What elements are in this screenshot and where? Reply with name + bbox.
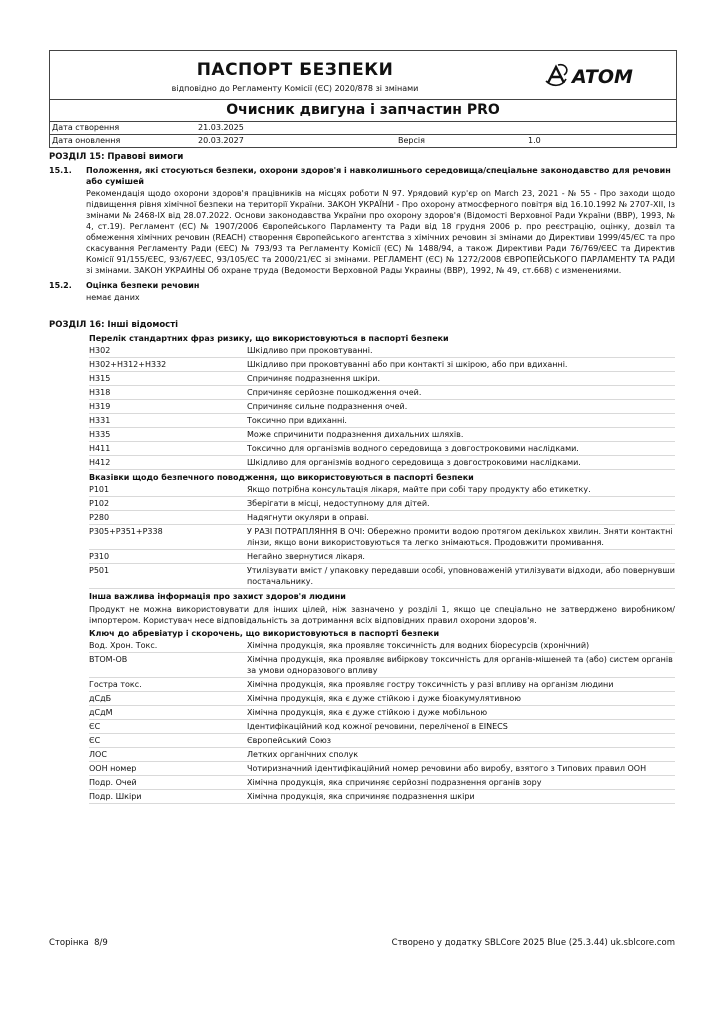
abbr-code: ЛОС	[89, 750, 107, 759]
h-phrases-title: Перелік стандартних фраз ризику, що використовуються в паспорті безпеки	[89, 334, 449, 343]
document-subtitle: відповідно до Регламенту Комісії (ЄС) 2020/878 зі змінами	[171, 84, 419, 93]
list-item	[89, 692, 675, 706]
abbr-code: дСдМ	[89, 708, 113, 717]
logo-text: ATOM	[572, 66, 633, 88]
phrase-code: H331	[89, 416, 111, 425]
list-item	[89, 400, 675, 414]
abbr-text: Ідентифікаційний код кожної речовини, переліченої в EINECS	[247, 722, 508, 731]
list-item	[89, 511, 675, 525]
document-body	[49, 152, 675, 804]
header-title-block	[50, 51, 540, 99]
p-phrases-title: Вказівки щодо безпечного поводження, що використовуються в паспорті безпеки	[89, 473, 474, 482]
list-item	[89, 653, 675, 678]
atom-logo-icon	[544, 61, 672, 89]
section-15-title: РОЗДІЛ 15: Правові вимоги	[49, 152, 184, 162]
list-item	[89, 564, 675, 589]
created-value: 21.03.2025	[198, 123, 244, 132]
subsection-title: Положення, які стосуються безпеки, охорони здоров'я і навколишнього середовища/спеціальне законодавство для речовин або сумішей	[86, 166, 671, 186]
version-value: 1.0	[528, 136, 541, 145]
abbr-text: Європейський Союз	[247, 736, 331, 745]
header-top	[50, 51, 676, 100]
company-logo	[540, 51, 676, 99]
phrase-text: Утилізувати вміст / упаковку передавши особі, уповноваженій утилізувати відходи, або повернувши постачальнику.	[247, 566, 675, 586]
phrase-text: Може спричинити подразнення дихальних шляхів.	[247, 430, 464, 439]
abbr-code: Подр. Шкіри	[89, 792, 142, 801]
phrase-text: Шкідливо для організмів водного середовища з довгостроковими наслідками.	[247, 458, 581, 467]
list-item	[89, 358, 675, 372]
phrase-code: P305+P351+P338	[89, 527, 163, 536]
list-item	[89, 706, 675, 720]
list-item	[89, 428, 675, 442]
abbr-code: ООН номер	[89, 764, 137, 773]
list-item	[89, 734, 675, 748]
abbr-text: Хімічна продукція, яка спричиняє серйозні подразнення органів зору	[247, 778, 542, 787]
list-item	[89, 483, 675, 497]
phrase-text: Зберігати в місці, недоступному для дітей.	[247, 499, 430, 508]
phrase-code: H315	[89, 374, 111, 383]
abbr-text: Хімічна продукція, яка проявляє вибіркову токсичність для органів-мішеней та (або) систем органів за умови одноразового впливу	[247, 655, 673, 675]
phrase-code: P102	[89, 499, 110, 508]
list-item	[89, 678, 675, 692]
updated-value: 20.03.2027	[198, 136, 244, 145]
updated-label: Дата оновлення	[52, 136, 121, 145]
legal-text: Рекомендація щодо охорони здоров'я працівників на місцях роботи N 97. Урядовий кур'єр on March 23, 2021 - № 55 - Про заходи щодо підвищення рівня хімічної безпеки на території України. ЗАКОН УКРАЇНИ - Про охорону атмосферного повітря від 16.10.1992 № 2707-XII, Із змінами № 2468-IX від 28.07.2022. Основи законодавства України про охорону здоров'я (Відомості Верховної Ради України (ВВР), 1993, № 4, ст.19). Регламент (ЄС) № 1907/2006 Європейського Парламенту та Ради від 18 грудня 2006 р. про реєстрацію, оцінку, дозвіл та обмеження хімічних речовин (REACH) створення Європейського агентства з хімічних речовин зі змінами до Директиви 1999/45/ЄС та про скасування Регламенту Ради (ЄЕС) № 793/93 та Регламенту Комісії (ЄС) № 1488/94, а також Директиви Ради 76/769/ЄЕС та Директив Комісії 91/155/ЄЕС, 93/67/ЄЕС, 93/105/ЄС та 2000/21/ЄС зі змінами. РЕГЛАМЕНТ (ЄС) № 1272/2008 ЄВРОПЕЙСЬКОГО ПАРЛАМЕНТУ ТА РАДИ зі змінами. ЗАКОН УКРАИНЫ Об охране труда (Ведомости Верховной Рады Украины (ВВР), 1992, № 49, ст.668) с изменениями.	[86, 189, 675, 275]
abbr-text: Хімічна продукція, яка є дуже стійкою і дуже біоакумулятивною	[247, 694, 522, 703]
subsection-title: Оцінка безпеки речовин	[86, 281, 200, 290]
phrase-code: H412	[89, 458, 111, 467]
phrase-code: P501	[89, 566, 110, 575]
phrase-code: H319	[89, 402, 111, 411]
phrase-code: P280	[89, 513, 110, 522]
list-item	[89, 414, 675, 428]
abbr-code: Гостра токс.	[89, 680, 142, 689]
phrase-code: P101	[89, 485, 110, 494]
list-item	[89, 776, 675, 790]
phrase-text: Надягнути окуляри в оправі.	[247, 513, 369, 522]
abbr-text: Летких органічних сполук	[247, 750, 359, 759]
phrase-text: Токсично при вдиханні.	[247, 416, 347, 425]
phrase-text: Спричиняє серйозне пошкодження очей.	[247, 388, 422, 397]
phrase-text: У РАЗІ ПОТРАПЛЯННЯ В ОЧІ: Обережно промити водою протягом декількох хвилин. Зняти контактні лінзи, якщо вони використовуються та легко знімаються. Продовжити промивання.	[247, 527, 673, 547]
document-title: ПАСПОРТ БЕЗПЕКИ	[196, 60, 394, 80]
abbr-code: Подр. Очей	[89, 778, 137, 787]
list-item	[89, 550, 675, 564]
abbr-text: Чотиризначний ідентифікаційний номер речовини або виробу, взятого з Типових правил ООН	[247, 764, 647, 773]
abbr-code: ЄС	[89, 736, 101, 745]
created-label: Дата створення	[52, 123, 120, 132]
subsection-number: 15.1.	[49, 166, 72, 175]
created-row	[50, 122, 676, 134]
phrase-code: H302+H312+H332	[89, 360, 167, 369]
list-item	[89, 442, 675, 456]
section-16-title: РОЗДІЛ 16: Інші відомості	[49, 320, 179, 330]
abbr-code: дСдБ	[89, 694, 112, 703]
list-item	[89, 720, 675, 734]
list-item	[89, 762, 675, 776]
abbr-code: Вод. Хрон. Токс.	[89, 641, 158, 650]
abbr-code: ЄС	[89, 722, 101, 731]
page-footer	[49, 938, 675, 948]
abbr-text: Хімічна продукція, яка спричиняє подразнення шкіри	[247, 792, 475, 801]
other-info-text: Продукт не можна використовувати для інших цілей, ніж зазначено у розділі 1, якщо це спеціально не затверджено виробником/імпортером. Користувач несе відповідальність за дотримання всіх відповідних правил охорони здоров'я.	[89, 605, 675, 625]
section-16-body	[89, 333, 675, 804]
list-item	[89, 372, 675, 386]
abbreviations-list	[89, 639, 675, 804]
subsection-15-1	[49, 165, 675, 276]
phrase-code: H302	[89, 346, 111, 355]
phrase-code: H335	[89, 430, 111, 439]
phrase-text: Шкідливо при проковтуванні.	[247, 346, 373, 355]
phrase-text: Якщо потрібна консультація лікаря, майте при собі тару продукту або етикетку.	[247, 485, 591, 494]
p-phrases-list	[89, 483, 675, 589]
h-phrases-list	[89, 344, 675, 470]
phrase-text: Шкідливо при проковтуванні або при контакті зі шкірою, або при вдиханні.	[247, 360, 568, 369]
other-info-title: Інша важлива інформація про захист здоров'я людини	[89, 592, 346, 601]
list-item	[89, 748, 675, 762]
abbr-code: ВТОМ-ОВ	[89, 655, 128, 664]
list-item	[89, 497, 675, 511]
subsection-15-2	[49, 280, 675, 303]
abbr-text: Хімічна продукція, яка є дуже стійкою і дуже мобільною	[247, 708, 488, 717]
safety-assessment-text: немає даних	[86, 293, 140, 302]
phrase-text: Негайно звернутися лікаря.	[247, 552, 365, 561]
list-item	[89, 790, 675, 804]
created-with-text: Створено у додатку SBLCore 2025 Blue (25.3.44) uk.sblcore.com	[391, 938, 675, 948]
abbr-text: Хімічна продукція, яка проявляє гостру токсичність у разі впливу на організм людини	[247, 680, 614, 689]
abbr-text: Хімічна продукція, яка проявляє токсичність для водних біоресурсів (хронічний)	[247, 641, 590, 650]
page-number: Сторінка 8/9	[49, 938, 108, 948]
updated-row	[50, 134, 676, 147]
list-item	[89, 344, 675, 358]
list-item	[89, 386, 675, 400]
product-name: Очисник двигуна і запчастин PRO	[50, 100, 676, 122]
phrase-text: Спричиняє подразнення шкіри.	[247, 374, 381, 383]
abbreviations-title: Ключ до абревіатур і скорочень, що використовуються в паспорті безпеки	[89, 629, 440, 638]
document-header	[49, 50, 677, 148]
list-item	[89, 639, 675, 653]
subsection-number: 15.2.	[49, 281, 72, 290]
phrase-code: H318	[89, 388, 111, 397]
phrase-code: P310	[89, 552, 110, 561]
version-label: Версія	[398, 136, 425, 145]
phrase-text: Спричиняє сильне подразнення очей.	[247, 402, 408, 411]
phrase-text: Токсично для організмів водного середовища з довгостроковими наслідками.	[247, 444, 579, 453]
phrase-code: H411	[89, 444, 111, 453]
list-item	[89, 456, 675, 470]
list-item	[89, 525, 675, 550]
